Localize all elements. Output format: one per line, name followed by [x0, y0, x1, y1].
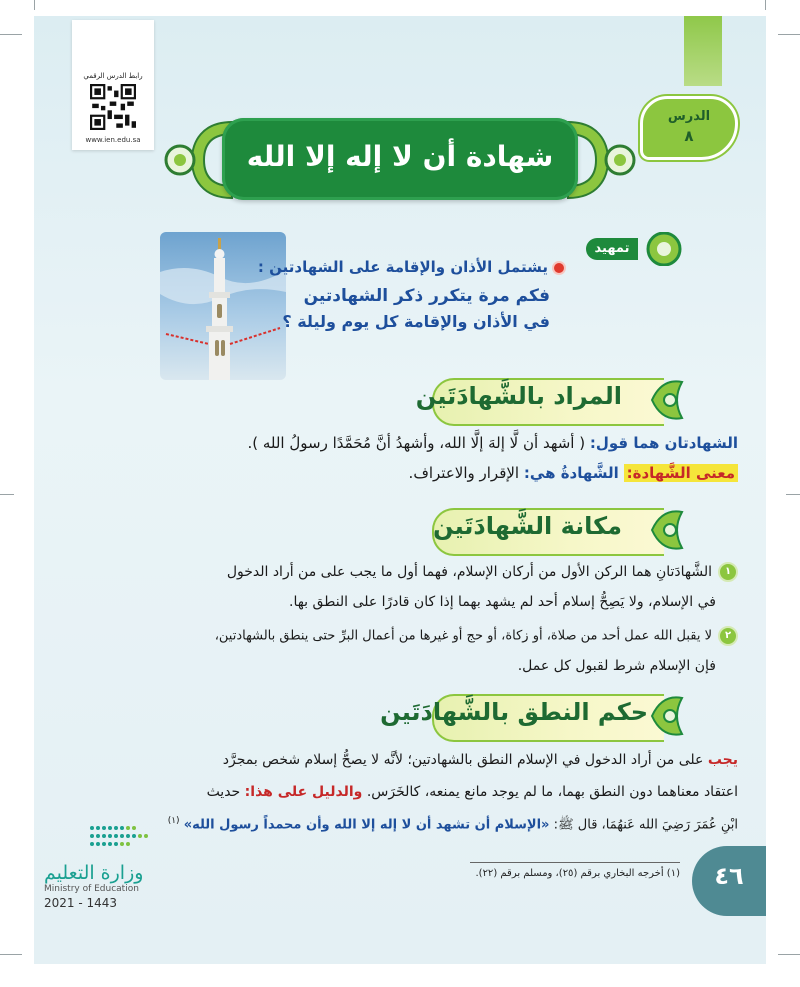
intro-line-2: فكم مرة يتكرر ذكر الشهادتين — [303, 286, 550, 306]
crop-mark — [0, 954, 22, 955]
narrator-text: ابْنِ عُمَرَ رَضِيَ الله عَنهُمَا، قال ﷺ: — [553, 817, 738, 833]
crop-mark — [34, 0, 35, 10]
item-number-badge: ١ — [718, 562, 738, 582]
minaret-icon — [160, 232, 286, 380]
bullet-icon — [552, 261, 566, 275]
section3-line-1 — [223, 752, 738, 768]
item-text: لا يقبل الله عمل أحد من صلاة، أو زكاة، أو حج أو غيرها من أعمال البرِّ حتى ينطق بالشهادتين، — [214, 628, 712, 644]
minaret-image — [160, 232, 286, 380]
section2-ornament-icon — [648, 504, 688, 556]
crop-mark — [778, 34, 800, 35]
section1-meaning — [409, 464, 738, 482]
section3-ornament-icon — [648, 690, 688, 742]
qr-url[interactable]: www.ien.edu.sa — [85, 136, 141, 144]
qr-card[interactable] — [72, 20, 154, 150]
ministry-name-ar: وزارة التعليم — [44, 862, 144, 884]
title-banner — [222, 118, 578, 200]
lesson-number: ٨ — [684, 127, 694, 145]
footnote: (١) أخرجه البخاري برقم (٢٥)، ومسلم برقم (٢٢). — [475, 868, 680, 879]
intro-label: تمهيد — [586, 238, 638, 260]
intro-line-3: في الأذان والإقامة كل يوم وليلة ؟ — [282, 312, 550, 331]
ministry-dots-icon — [88, 822, 160, 852]
crop-mark — [0, 494, 14, 495]
crop-mark — [786, 494, 800, 495]
item-number-badge: ٢ — [718, 626, 738, 646]
section3-line-2-text: اعتقاد معناهما دون النطق بهما، ما لم يوجد مانع يمنعه، كالخَرَس. — [366, 784, 738, 800]
section3-line-1-text: على من أراد الدخول في الإسلام النطق بالشهادتين؛ لأنَّه لا يصحُّ إسلام شخص بمجرَّد — [222, 752, 704, 768]
section2-item-2-line-2: فإن الإسلام شرط لقبول كل عمل. — [517, 658, 716, 674]
section3-line-2 — [207, 784, 738, 800]
section1-title: المراد بالشَّهادَتَين — [415, 382, 622, 410]
hadith-text: «الإسلام أن تشهد أن لا إله إلا الله وأن محمداً رسول الله» — [183, 817, 550, 833]
page-number: ٤٦ — [714, 862, 744, 890]
definition-text: ( أشهد أن لَّا إلهَ إلَّا الله، وأشهدُ أنَّ مُحَمَّدًا رسولُ الله ). — [247, 434, 586, 452]
lesson-word: الدرس — [667, 109, 711, 124]
intro-line-1 — [258, 258, 566, 276]
crop-mark — [778, 954, 800, 955]
lesson-badge — [640, 96, 738, 160]
lesson-tab — [684, 16, 722, 86]
edition-year: 2021 - 1443 — [44, 896, 118, 910]
section2-item-1-line-2: في الإسلام، ولا يَصِحُّ إسلام أحد لم يشهد بهما إذا كان قادرًا على النطق بها. — [289, 594, 716, 610]
ministry-name-en: Ministry of Education — [44, 884, 139, 894]
item-text: الشَّهادَتانِ هما الركن الأول من أركان الإسلام، فهما أول ما يجب على من أراد الدخول — [226, 564, 712, 580]
section3-line-3 — [168, 816, 738, 835]
page-title: شهادة أن لا إله إلا الله — [246, 140, 554, 173]
section2-title: مكانة الشَّهادَتَين — [433, 512, 622, 540]
must-word: يجب — [707, 752, 738, 768]
crop-mark — [0, 34, 22, 35]
definition-label: الشهادتان هما قول: — [589, 434, 738, 452]
section2-item-2-line-1 — [215, 626, 738, 646]
footnote-rule — [470, 862, 680, 863]
meaning-text: الإقرار والاعتراف. — [408, 464, 520, 482]
section2-item-1-line-1 — [227, 562, 738, 582]
meaning-label: معنى الشَّهادة: — [624, 464, 738, 482]
section3-title: حكم النطق بالشَّهادَتَين — [380, 698, 648, 726]
footnote-ref[interactable]: (١) — [167, 816, 180, 826]
qr-code-icon[interactable] — [90, 84, 136, 130]
evidence-label: والدليل على هذا: — [244, 784, 363, 800]
section1-ornament-icon — [648, 374, 688, 426]
hadith-word: حديث — [206, 784, 241, 800]
intro-line-1-text: يشتمل الأذان والإقامة على الشهادتين : — [257, 258, 548, 276]
section1-definition — [247, 434, 738, 452]
meaning-sub-label: الشَّهادةُ هي: — [523, 464, 619, 482]
qr-label: رابط الدرس الرقمي — [83, 72, 143, 80]
crop-mark — [765, 0, 766, 10]
